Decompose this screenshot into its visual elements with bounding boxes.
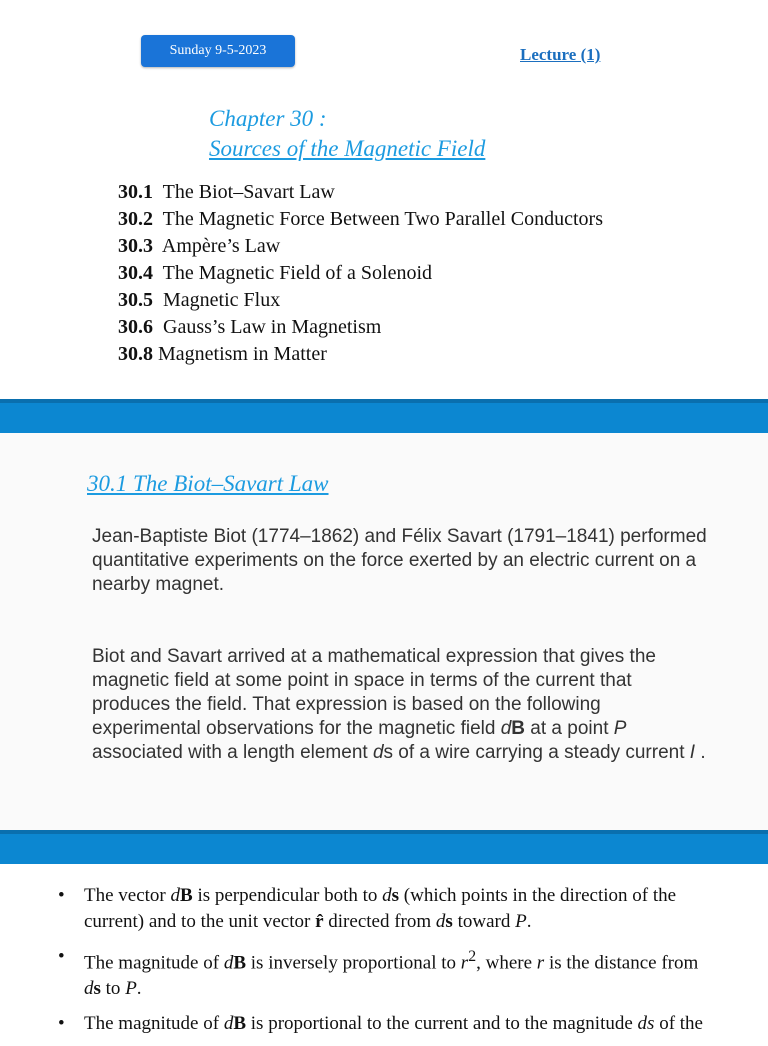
text-run: associated with a length element [92,742,373,763]
text-run: , where [476,952,537,974]
chapter-title: Chapter 30 : [209,106,327,131]
math-var: I [689,742,696,763]
math-var: d [223,952,234,974]
slide-divider-band [0,399,768,433]
toc-label: The Magnetic Field of a Solenoid [162,262,433,284]
toc-item [118,315,603,342]
math-var: ds [637,1013,655,1035]
math-vector: B [511,718,526,739]
text-run: . [526,911,532,932]
math-var: d [500,718,512,739]
math-vector: B [233,952,247,974]
date-badge: Sunday 9-5-2023 [141,35,295,67]
paragraph-history: Jean-Baptiste Biot (1774–1862) and Félix Savart (1791–1841) performed quantitative experiments on the force exerted by an electric current on a nearby magnet. [92,526,707,595]
toc-label: Magnetic Flux [163,289,281,311]
text-run: of the [654,1013,703,1035]
math-var: d [435,911,446,932]
toc-item [118,342,603,369]
math-var: r [460,952,469,974]
text-run: at a point [525,718,614,739]
toc-label: The Magnetic Force Between Two Parallel Conductors [162,208,603,230]
observation-list [58,883,718,1046]
text-run: The magnitude of [84,952,224,974]
math-var: d [84,978,94,1000]
toc-item [118,288,603,315]
toc-item [118,180,603,207]
toc-number: 30.4 [118,262,153,284]
band-shade [0,830,768,834]
text-run: of a wire carrying a steady current [393,742,690,763]
toc-number: 30.8 [118,343,153,365]
lecture-label: Lecture (1) [520,45,601,64]
toc-number: 30.3 [118,235,153,257]
math-var: d [223,1013,234,1035]
chapter-subtitle: Sources of the Magnetic Field [209,136,486,161]
math-exponent: 2 [468,948,477,965]
text-run: is proportional to the current and to the magnitude [246,1013,638,1035]
bullet-icon: • [58,946,65,967]
bullet-icon: • [58,1013,65,1035]
text-run: . [695,742,706,763]
text-run: to [100,978,126,1000]
list-item [58,883,718,935]
math-vector: s [93,978,101,1000]
math-var: P [613,718,627,739]
text-run: (which points in the direction of the current) and to the unit vector [84,885,677,932]
text-run: is perpendicular both to [192,885,383,906]
table-of-contents [118,180,603,369]
section-title: 30.1 The Biot–Savart Law [87,471,329,496]
math-vector: s [445,911,453,932]
math-var: s [383,742,394,763]
text-run: directed from [323,911,436,932]
bullet-icon: • [58,885,65,906]
list-item [58,1011,718,1037]
math-vector: B [180,885,193,906]
text-run: . [136,978,142,1000]
toc-item [118,261,603,288]
text-run: The vector [84,885,171,906]
text-run: Biot and Savart arrived at a mathematical expression that gives the magnetic field at some point in space in terms of the current that produces the field. That expression is based on the following experimental observations for the magnetic field [92,646,656,739]
math-var: r [536,952,545,974]
math-vector: r̂ [315,911,324,932]
text-run: toward [452,911,516,932]
toc-item [118,234,603,261]
toc-label: Gauss’s Law in Magnetism [163,316,382,338]
toc-label: The Biot–Savart Law [162,181,335,203]
math-var: d [372,742,384,763]
math-var: d [382,885,392,906]
toc-number: 30.2 [118,208,153,230]
toc-number: 30.5 [118,289,153,311]
toc-item [118,207,603,234]
text-run: is the distance from [544,952,699,974]
list-item [58,944,718,1002]
math-var: P [125,978,137,1000]
slide-divider-band [0,830,768,864]
math-var: d [170,885,181,906]
text-run: is inversely proportional to [246,952,461,974]
toc-label: Ampère’s Law [161,235,281,257]
math-vector: s [391,885,400,906]
text-run: The magnitude of [84,1013,224,1035]
toc-number: 30.1 [118,181,153,203]
math-vector: B [233,1013,247,1035]
paragraph-observations [92,645,712,765]
toc-label: Magnetism in Matter [158,343,327,365]
toc-number: 30.6 [118,316,153,338]
math-var: P [515,911,527,932]
band-shade [0,399,768,403]
